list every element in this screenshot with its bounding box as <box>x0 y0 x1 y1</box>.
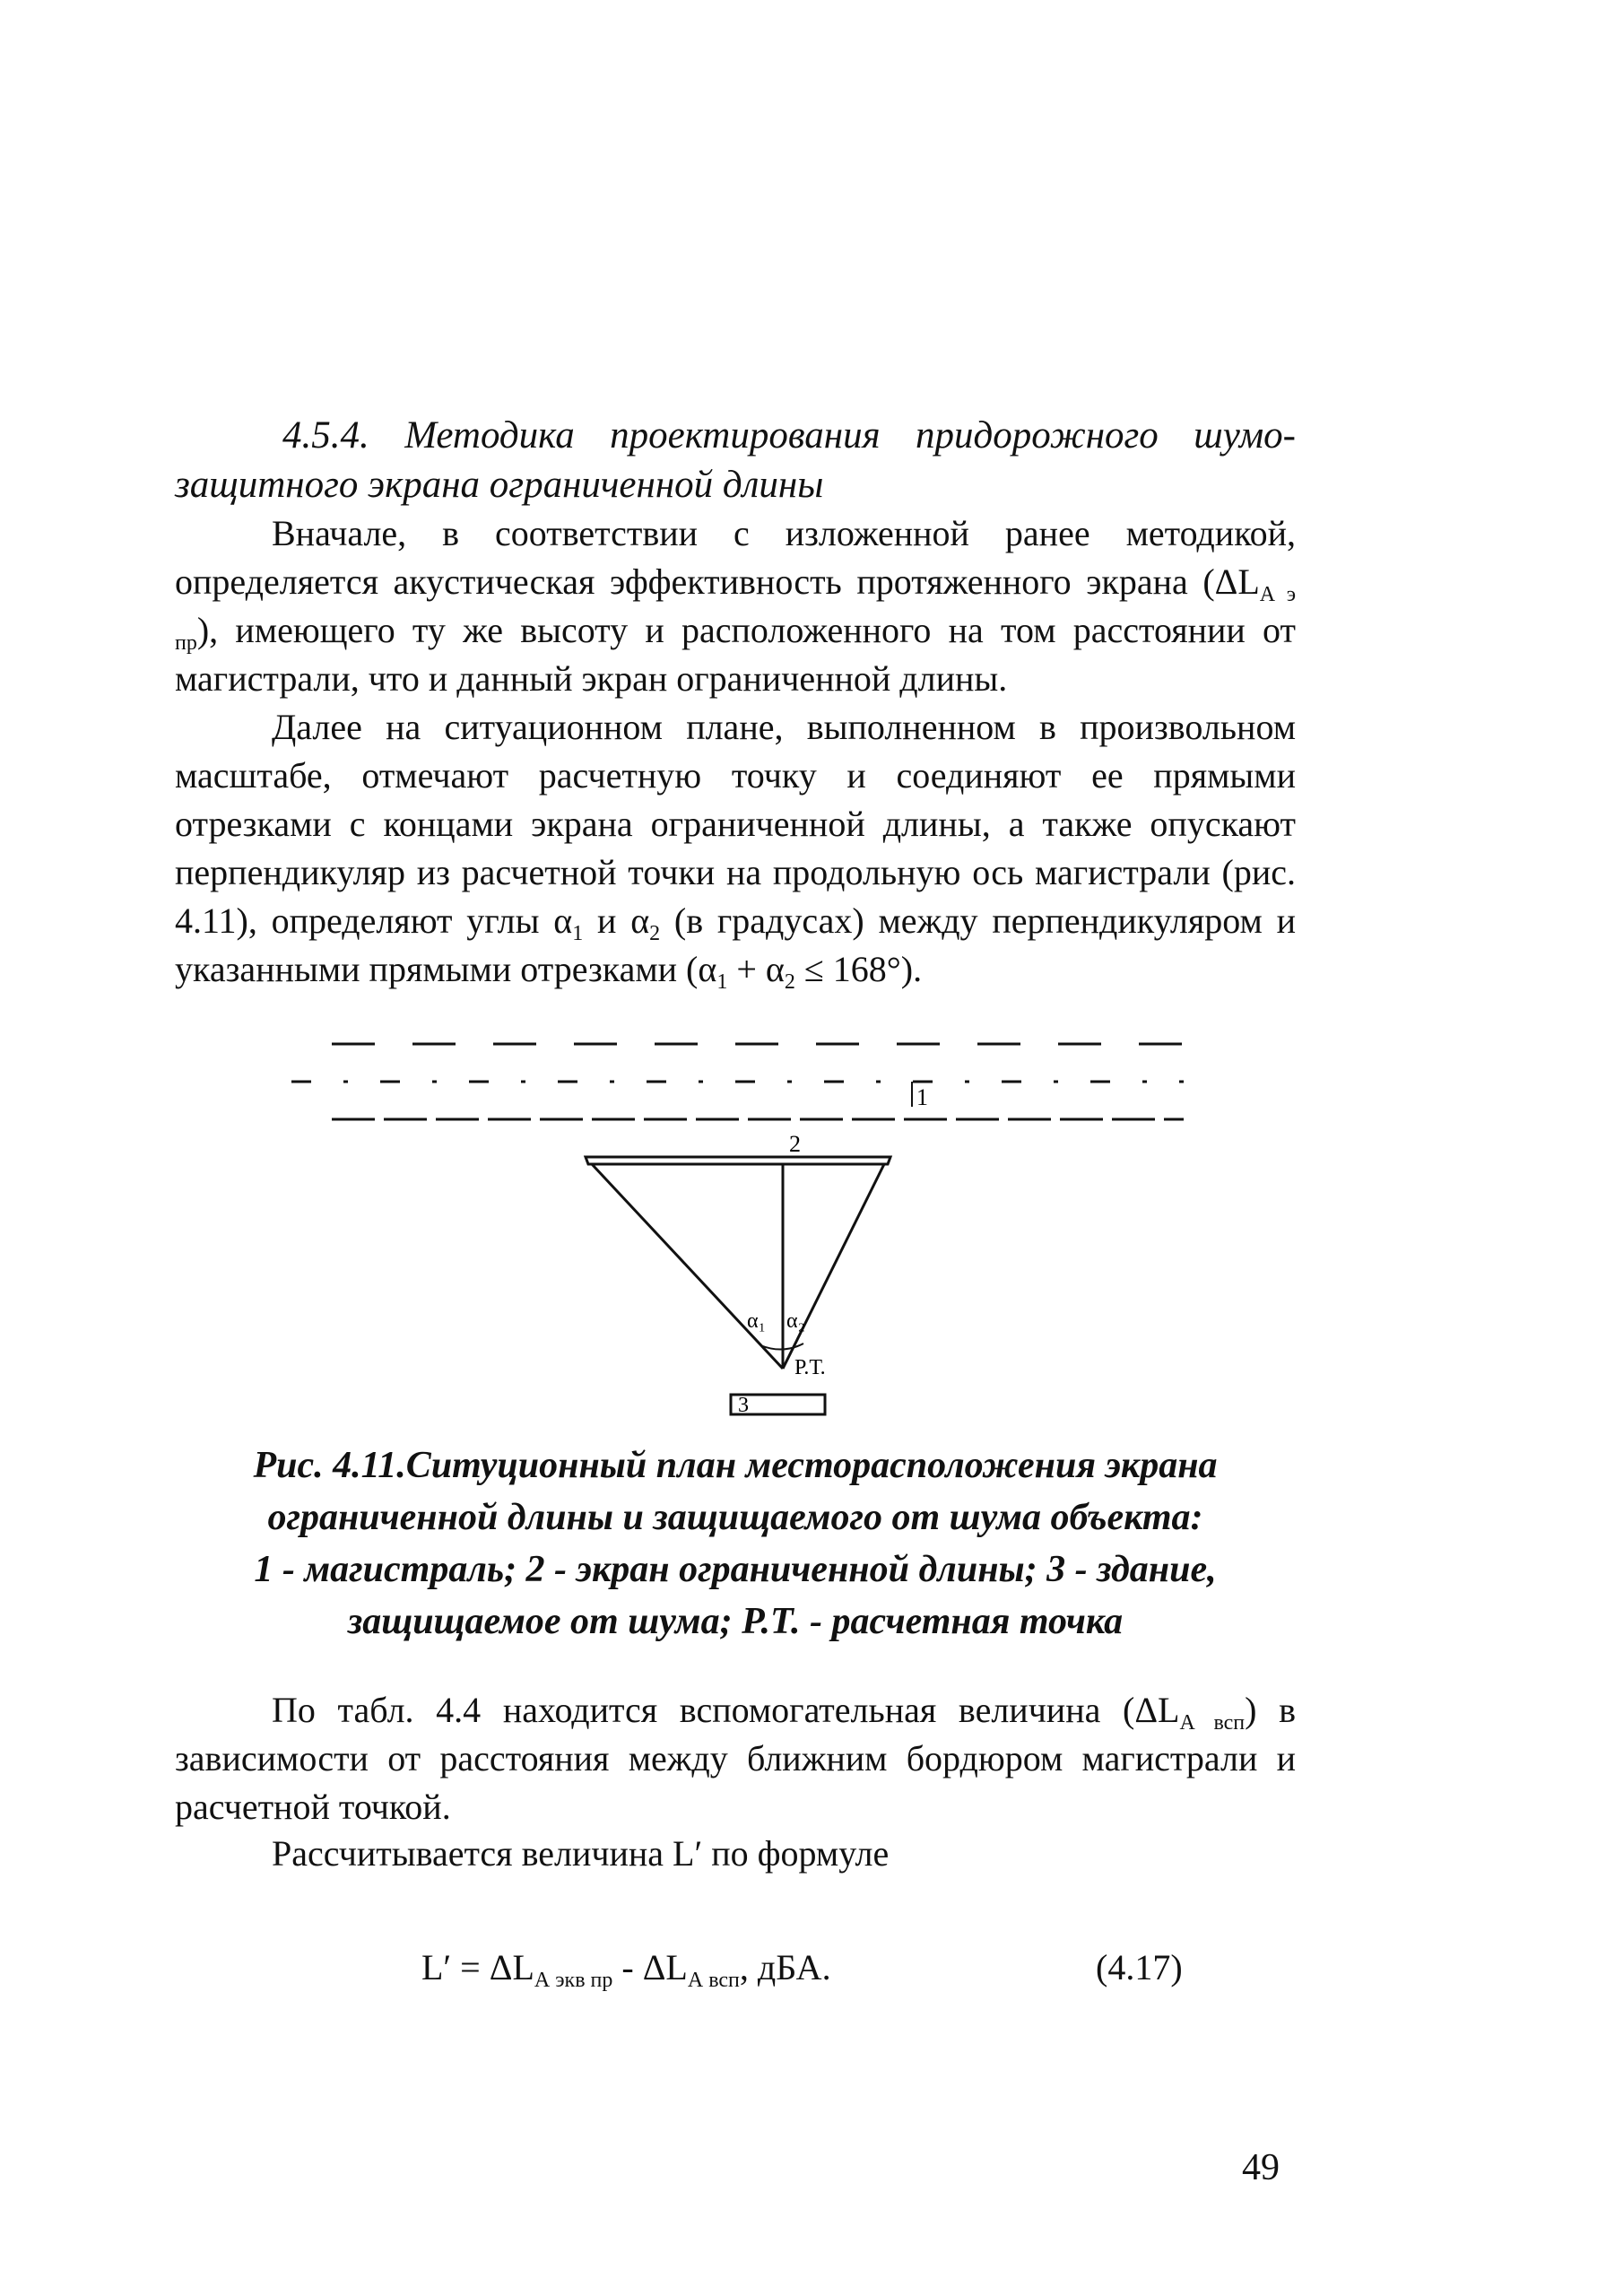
formula-subscript-1: А экв пр <box>534 1969 613 1992</box>
screen-shape <box>586 1157 890 1164</box>
caption-line-2: ограниченной длины и защищаемого от шума объекта: <box>267 1497 1203 1538</box>
right-ray <box>783 1164 884 1369</box>
paragraph-3 <box>175 1686 1296 1831</box>
alpha1-label: α₁ <box>747 1309 766 1333</box>
paragraph-2-text-b: и α <box>583 900 650 941</box>
formula-rhs: , дБА. <box>739 1947 831 1987</box>
formula-mid: - ΔL <box>612 1947 688 1987</box>
building-label: 3 <box>738 1394 749 1417</box>
caption-line-3: 1 - магистраль; 2 - экран ограниченной длины; 3 - здание, <box>254 1549 1217 1590</box>
paragraph-2-text-d: + α <box>727 949 785 989</box>
paragraph-1-text-b: ), имеющего ту же высоту и расположенного на том расстоянии от магистрали, что и данный экран ограниченной длины. <box>175 610 1296 699</box>
road-label: 1 <box>916 1084 928 1110</box>
page-number: 49 <box>1242 2147 1280 2188</box>
paragraph-2-text-e: ≤ 168°). <box>794 949 923 989</box>
section-heading <box>175 411 1296 509</box>
caption-line-1: Рис. 4.11.Ситуционный план месторасположения экрана <box>253 1445 1218 1486</box>
heading-line-2: защитного экрана ограниченной длины <box>175 464 824 506</box>
paragraph-2 <box>175 703 1296 994</box>
paragraph-4: Рассчитывается величина L′ по формуле <box>272 1833 890 1874</box>
alpha2-label: α₂ <box>786 1309 805 1333</box>
formula-4-17 <box>421 1946 831 1992</box>
screen-label: 2 <box>789 1131 801 1157</box>
situation-plan-figure <box>287 1031 1220 1417</box>
calculation-point-label: Р.Т. <box>794 1356 826 1379</box>
paragraph-1-text-a: Вначале, в соответствии с изложенной ранее методикой, определяется акустическая эффективность протяженного экрана (ΔL <box>175 513 1296 602</box>
paragraph-2-text-c: (в градусах) между перпендикуляром и указанными прямыми отрезками (α <box>175 900 1297 989</box>
alpha2-subscript-2: 2 <box>784 970 795 994</box>
equation-number: (4.17) <box>1096 1947 1183 1987</box>
alpha2-subscript: 2 <box>649 922 661 945</box>
paragraph-2-text-a: Далее на ситуационном плане, выполненном в произвольном масштабе, отмечают расчетную точку и соединяют ее прямыми отрезками с концами экрана ограниченной длины, а также опускают перпендикуляр из расчетной точки на продольную ось магистрали (рис. 4.11), определяют углы α <box>175 707 1296 941</box>
alpha1-subscript: 1 <box>572 922 584 945</box>
paragraph-1 <box>175 509 1296 703</box>
paragraph-1-subscript: А э пр <box>175 583 1296 655</box>
paragraph-3-text-b: ) в зависимости от расстояния между ближним бордюром магистрали и расчетной точкой. <box>175 1690 1296 1827</box>
figure-caption <box>197 1439 1273 1648</box>
formula-lhs: L′ = ΔL <box>421 1947 534 1987</box>
formula-subscript-2: А всп <box>687 1969 740 1992</box>
alpha1-subscript-2: 1 <box>716 970 728 994</box>
paragraph-3-subscript: А всп <box>1179 1711 1246 1735</box>
paragraph-3-text-a: По табл. 4.4 находится вспомогательная величина (ΔL <box>272 1690 1180 1730</box>
heading-line-1: 4.5.4. Методика проектирования придорожного шумо- <box>282 414 1296 457</box>
caption-line-4: защищаемое от шума; Р.Т. - расчетная точка <box>347 1601 1124 1642</box>
left-ray <box>592 1164 783 1369</box>
